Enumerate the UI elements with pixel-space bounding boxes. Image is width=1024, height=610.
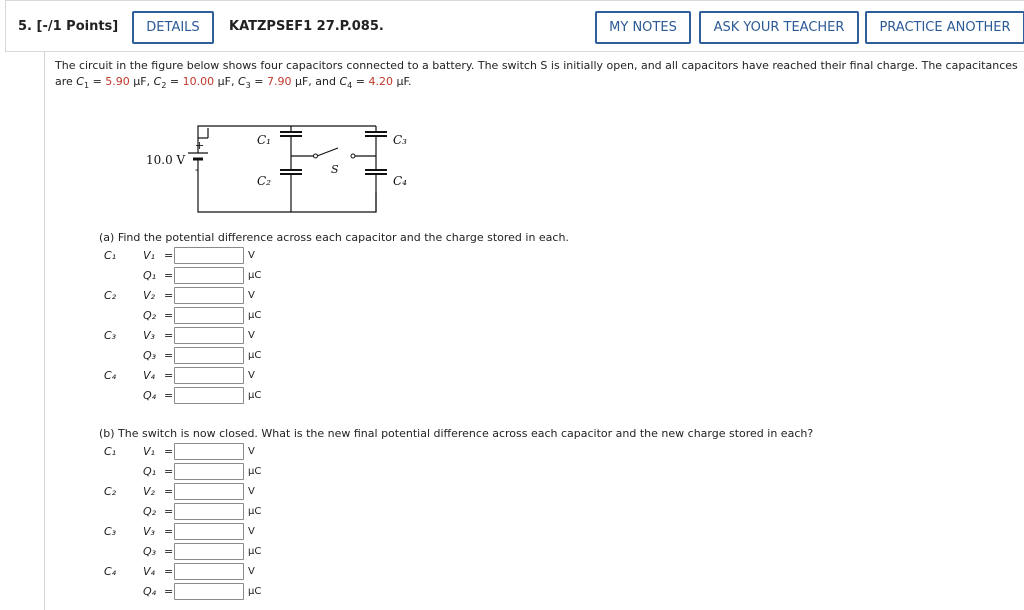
- capacitor-label: C₃: [104, 525, 117, 538]
- capacitor-label: C₁: [104, 249, 117, 262]
- variable-label: V₂: [143, 289, 155, 302]
- variable-label: Q₂: [143, 505, 157, 518]
- variable-label: Q₃: [143, 545, 157, 558]
- switch-terminal-right: [351, 154, 355, 158]
- switch-label: S: [331, 163, 339, 176]
- answer-input[interactable]: [174, 347, 244, 364]
- answer-input[interactable]: [174, 543, 244, 560]
- unit-label: μC: [248, 586, 262, 597]
- circuit-figure: [140, 118, 440, 218]
- equals-sign: =: [164, 585, 174, 598]
- answer-input[interactable]: [174, 563, 244, 580]
- question-header: [5, 0, 1024, 52]
- answer-input[interactable]: [174, 483, 244, 500]
- answer-row: [0, 327, 400, 345]
- battery-minus: -: [195, 163, 199, 176]
- variable-label: V₁: [143, 445, 155, 458]
- unit-label: μC: [248, 506, 262, 517]
- answer-row: [0, 503, 400, 521]
- answer-input[interactable]: [174, 267, 244, 284]
- answer-row: [0, 483, 400, 501]
- capacitance-c2: $C_2 = 10.00$ μF,: [153, 75, 235, 91]
- equals-sign: =: [164, 485, 174, 498]
- c4-label: C₄: [393, 174, 407, 188]
- answer-row: [0, 267, 400, 285]
- question-number: [18, 19, 118, 34]
- equals-sign: =: [164, 309, 174, 322]
- answer-row: [0, 347, 400, 365]
- answer-row: [0, 367, 400, 385]
- equals-sign: =: [164, 565, 174, 578]
- variable-label: Q₁: [143, 465, 157, 478]
- answer-input[interactable]: [174, 387, 244, 404]
- answer-input[interactable]: [174, 443, 244, 460]
- answer-row: [0, 523, 400, 541]
- variable-label: V₃: [143, 525, 155, 538]
- part-a-question: (a) Find the potential difference across each capacitor and the charge stored in each.: [99, 231, 569, 244]
- equals-sign: =: [164, 249, 174, 262]
- details-button[interactable]: DETAILS: [132, 11, 214, 44]
- variable-label: V₄: [143, 369, 155, 382]
- capacitance-c1: $C_1 = 5.90$ μF,: [76, 75, 151, 91]
- switch-blade: [317, 148, 338, 156]
- battery-label: 10.0 V: [146, 153, 186, 167]
- variable-label: V₄: [143, 565, 155, 578]
- answer-input[interactable]: [174, 503, 244, 520]
- answer-input[interactable]: [174, 307, 244, 324]
- unit-label: μC: [248, 390, 262, 401]
- question-number-label: 5.: [18, 19, 32, 34]
- equals-sign: =: [164, 269, 174, 282]
- capacitance-c4: $C_4 = 4.20$ μF.: [339, 75, 412, 91]
- capacitor-label: C₄: [104, 369, 117, 382]
- answer-row: [0, 543, 400, 561]
- capacitance-c3: $C_3 = 7.90$ μF,: [237, 75, 312, 91]
- outer-bottom-wire: [198, 180, 376, 212]
- variable-label: V₃: [143, 329, 155, 342]
- equals-sign: =: [164, 349, 174, 362]
- unit-label: V: [248, 526, 255, 537]
- unit-label: V: [248, 250, 255, 261]
- unit-label: V: [248, 370, 255, 381]
- answer-row: [0, 307, 400, 325]
- equals-sign: =: [164, 369, 174, 382]
- answer-row: [0, 387, 400, 405]
- answer-input[interactable]: [174, 247, 244, 264]
- problem-code: KATZPSEF1 27.P.085.: [229, 19, 384, 34]
- answer-input[interactable]: [174, 583, 244, 600]
- answer-row: [0, 287, 400, 305]
- unit-label: μC: [248, 546, 262, 557]
- points-label: [-/1 Points]: [36, 19, 119, 34]
- part-b-question: (b) The switch is now closed. What is the new final potential difference across each capacitor and the new charge stored in each?: [99, 427, 814, 440]
- capacitor-label: C₁: [104, 445, 117, 458]
- unit-label: μC: [248, 310, 262, 321]
- unit-label: V: [248, 290, 255, 301]
- answer-input[interactable]: [174, 367, 244, 384]
- equals-sign: =: [164, 389, 174, 402]
- c1-label: C₁: [257, 133, 271, 147]
- ask-teacher-button[interactable]: ASK YOUR TEACHER: [699, 11, 859, 44]
- answer-row: [0, 563, 400, 581]
- problem-intro: The circuit in the figure below shows four capacitors connected to a battery. The switch S is initially open, and all capacitors have reached their final charge. The capacitances are: [55, 59, 1018, 88]
- answer-row: [0, 463, 400, 481]
- unit-label: V: [248, 446, 255, 457]
- answer-row: [0, 583, 400, 601]
- capacitor-label: C₃: [104, 329, 117, 342]
- switch-terminal-left: [314, 154, 318, 158]
- variable-label: V₂: [143, 485, 155, 498]
- equals-sign: =: [164, 329, 174, 342]
- c2-label: C₂: [257, 174, 271, 188]
- unit-label: V: [248, 330, 255, 341]
- and-word: and: [315, 75, 336, 88]
- battery-plus: +: [195, 139, 205, 152]
- variable-label: Q₄: [143, 389, 157, 402]
- unit-label: μC: [248, 270, 262, 281]
- equals-sign: =: [164, 545, 174, 558]
- practice-another-button[interactable]: PRACTICE ANOTHER: [865, 11, 1024, 44]
- unit-label: V: [248, 566, 255, 577]
- answer-input[interactable]: [174, 463, 244, 480]
- answer-input[interactable]: [174, 523, 244, 540]
- answer-row: [0, 247, 400, 265]
- variable-label: Q₃: [143, 349, 157, 362]
- problem-statement: [55, 58, 1020, 94]
- equals-sign: =: [164, 505, 174, 518]
- variable-label: Q₂: [143, 309, 157, 322]
- variable-label: V₁: [143, 249, 155, 262]
- c3-label: C₃: [393, 133, 407, 147]
- answer-input[interactable]: [174, 327, 244, 344]
- answer-input[interactable]: [174, 287, 244, 304]
- capacitor-label: C₂: [104, 485, 117, 498]
- equals-sign: =: [164, 525, 174, 538]
- equals-sign: =: [164, 445, 174, 458]
- capacitor-label: C₂: [104, 289, 117, 302]
- unit-label: μC: [248, 350, 262, 361]
- equals-sign: =: [164, 465, 174, 478]
- unit-label: V: [248, 486, 255, 497]
- equals-sign: =: [164, 289, 174, 302]
- capacitor-label: C₄: [104, 565, 117, 578]
- answer-row: [0, 443, 400, 461]
- variable-label: Q₄: [143, 585, 157, 598]
- unit-label: μC: [248, 466, 262, 477]
- my-notes-button[interactable]: MY NOTES: [595, 11, 691, 44]
- variable-label: Q₁: [143, 269, 157, 282]
